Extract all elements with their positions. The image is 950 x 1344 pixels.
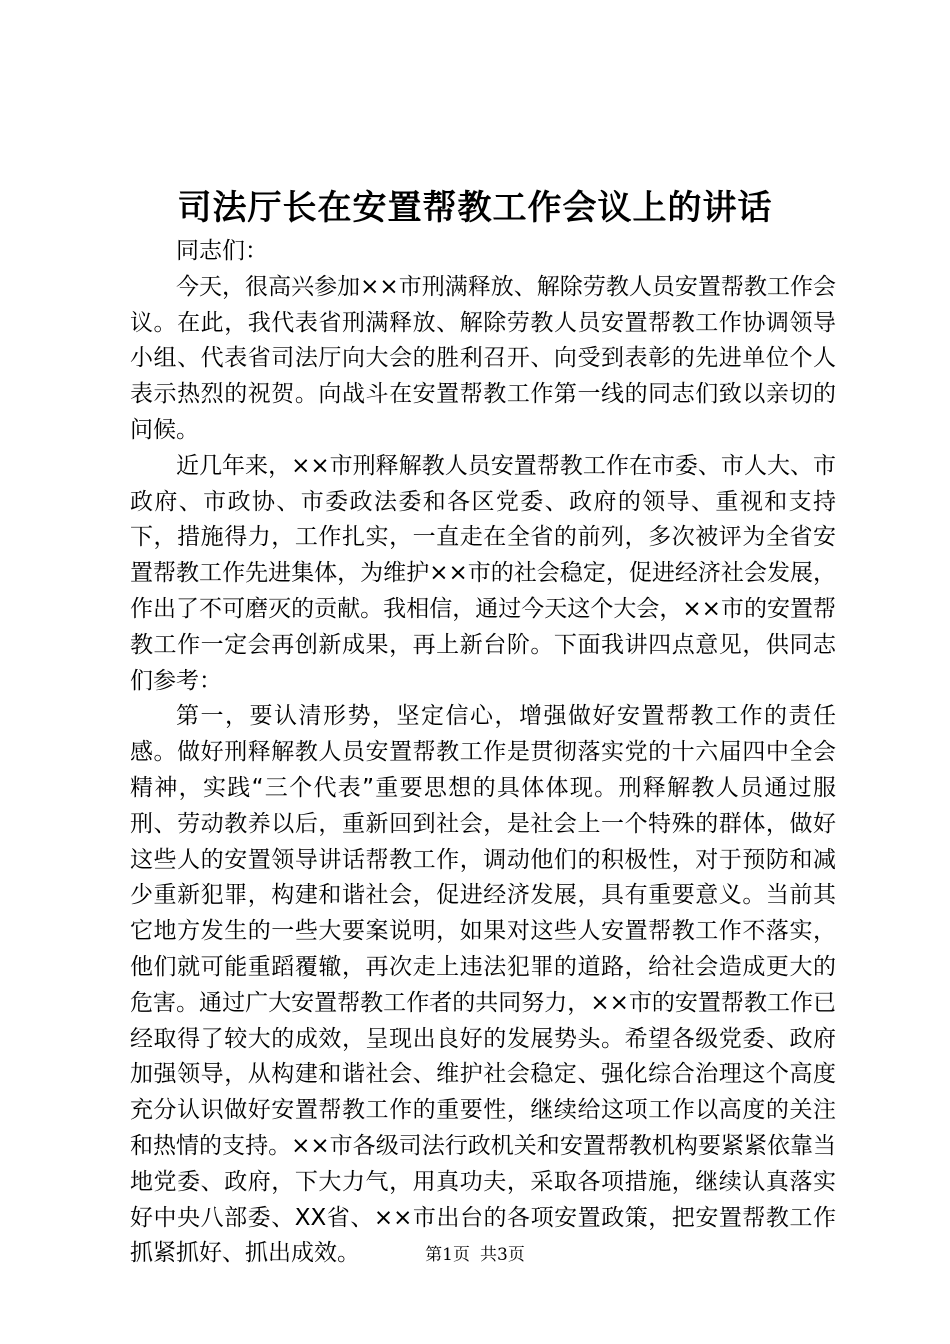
page-footer bbox=[0, 1244, 950, 1266]
page-total: 共3页 bbox=[480, 1245, 525, 1265]
salutation: 同志们： bbox=[176, 238, 268, 264]
page-number: 第1页 bbox=[425, 1245, 470, 1265]
paragraph-2: 近几年来，××市刑释解教人员安置帮教工作在市委、市人大、市政府、市政协、市委政法委和各区党委、政府的领导、重视和支持下，措施得力，工作扎实，一直走在全省的前列，多次被评为全省安置帮教工作先进集体，为维护××市的社会稳定，促进经济社会发展，作出了不可磨灭的贡献。我相信，通过今天这个大会，××市的安置帮教工作一定会再创新成果，再上新台阶。下面我讲四点意见，供同志们参考： bbox=[130, 452, 836, 694]
document-body bbox=[130, 234, 836, 1272]
paragraph-1: 今天，很高兴参加××市刑满释放、解除劳教人员安置帮教工作会议。在此，我代表省刑满释放、解除劳教人员安置帮教工作协调领导小组、代表省司法厅向大会的胜利召开、向受到表彰的先进单位个人表示热烈的祝贺。向战斗在安置帮教工作第一线的同志们致以亲切的问候。 bbox=[130, 273, 836, 443]
paragraph-3: 第一，要认清形势，坚定信心，增强做好安置帮教工作的责任感。做好刑释解教人员安置帮教工作是贯彻落实党的十六届四中全会精神，实践“三个代表”重要思想的具体体现。刑释解教人员通过服刑、劳动教养以后，重新回到社会，是社会上一个特殊的群体，做好这些人的安置领导讲话帮教工作，调动他们的积极性，对于预防和减少重新犯罪，构建和谐社会，促进经济发展，具有重要意义。当前其它地方发生的一些大要案说明，如果对这些人安置帮教工作不落实，他们就可能重蹈覆辙，再次走上违法犯罪的道路，给社会造成更大的危害。通过广大安置帮教工作者的共同努力，××市的安置帮教工作已经取得了较大的成效，呈现出良好的发展势头。希望各级党委、政府加强领导，从构建和谐社会、维护社会稳定、强化综合治理这个高度充分认识做好安置帮教工作的重要性，继续给这项工作以高度的关注和热情的支持。××市各级司法行政机关和安置帮教机构要紧紧依靠当地党委、政府，下大力气，用真功夫，采取各项措施，继续认真落实好中央八部委、XX省、××市出台的各项安置政策，把安置帮教工作抓紧抓好、抓出成效。 bbox=[130, 703, 836, 1267]
document-title: 司法厅长在安置帮教工作会议上的讲话 bbox=[177, 188, 773, 228]
